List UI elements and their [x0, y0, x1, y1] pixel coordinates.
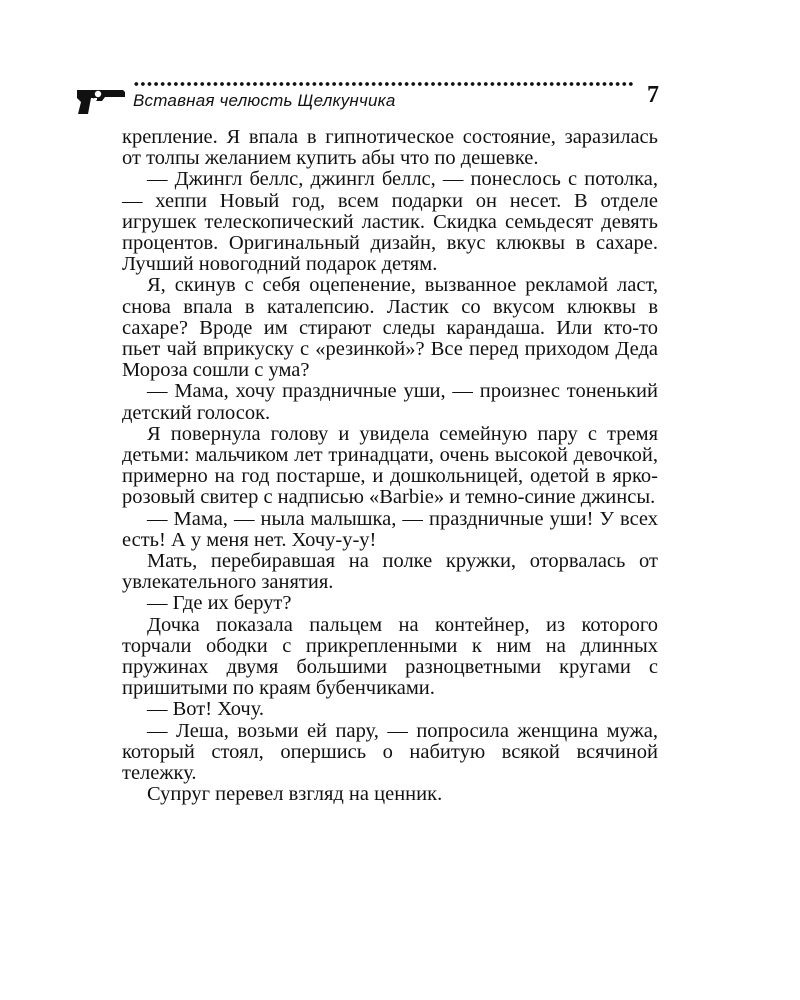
paragraph: — Джингл беллс, джингл беллс, — понеслось с потолка, — хеппи Новый год, всем подарки он несет. В отделе игрушек телескопический ластик. Скидка семьдесят девять процентов. Оригинальный дизайн, вкус клюквы в сахаре. Лучший новогодний подарок детям. — [122, 168, 658, 276]
paragraph: Мать, перебиравшая на полке кружки, оторвалась от увлекательного занятия. — [122, 550, 658, 594]
page-number: 7 — [647, 82, 659, 108]
paragraph: — Леша, возьми ей пару, — попросила женщина мужа, который стоял, опершись о набитую всякой всячиной тележку. — [122, 719, 658, 785]
paragraph: — Мама, хочу праздничные уши, — произнес тоненький детский голосок. — [122, 380, 658, 424]
paragraph: крепление. Я впала в гипнотическое состояние, заразилась от толпы желанием купить абы что по дешевке. — [122, 126, 658, 170]
revolver-icon — [75, 86, 127, 116]
paragraph: — Мама, — ныла малышка, — праздничные уши! У всех есть! А у меня нет. Хочу-у-у! — [122, 507, 658, 551]
body-text — [122, 127, 658, 806]
dotted-rule — [133, 82, 633, 86]
paragraph: — Вот! Хочу. — [147, 698, 265, 721]
paragraph: Дочка показала пальцем на контейнер, из которого торчали ободки с прикрепленными к ним на длинных пружинах двумя большими разноцветными кругами с пришитыми по краям бубенчиками. — [122, 613, 658, 700]
page-header — [75, 76, 665, 116]
paragraph: Я, скинув с себя оцепенение, вызванное рекламой ласт, снова впала в каталепсию. Ластик со вкусом клюквы в сахаре? Вроде им стирают следы карандаша. Или кто-то пьет чай вприкуску с «резинкой»? Все перед приходом Деда Мороза сошли с ума? — [122, 274, 658, 382]
paragraph: Супруг перевел взгляд на ценник. — [147, 783, 443, 806]
paragraph: Я повернула голову и увидела семейную пару с тремя детьми: мальчиком лет тринадцати, очень высокой девочкой, примерно на год постарше, и дошкольницей, одетой в ярко-розовый свитер с надписью «Barbie» и темно-синие джинсы. — [122, 422, 658, 509]
running-title: Вставная челюсть Щелкунчика — [133, 91, 396, 110]
paragraph: — Где их берут? — [147, 592, 292, 615]
